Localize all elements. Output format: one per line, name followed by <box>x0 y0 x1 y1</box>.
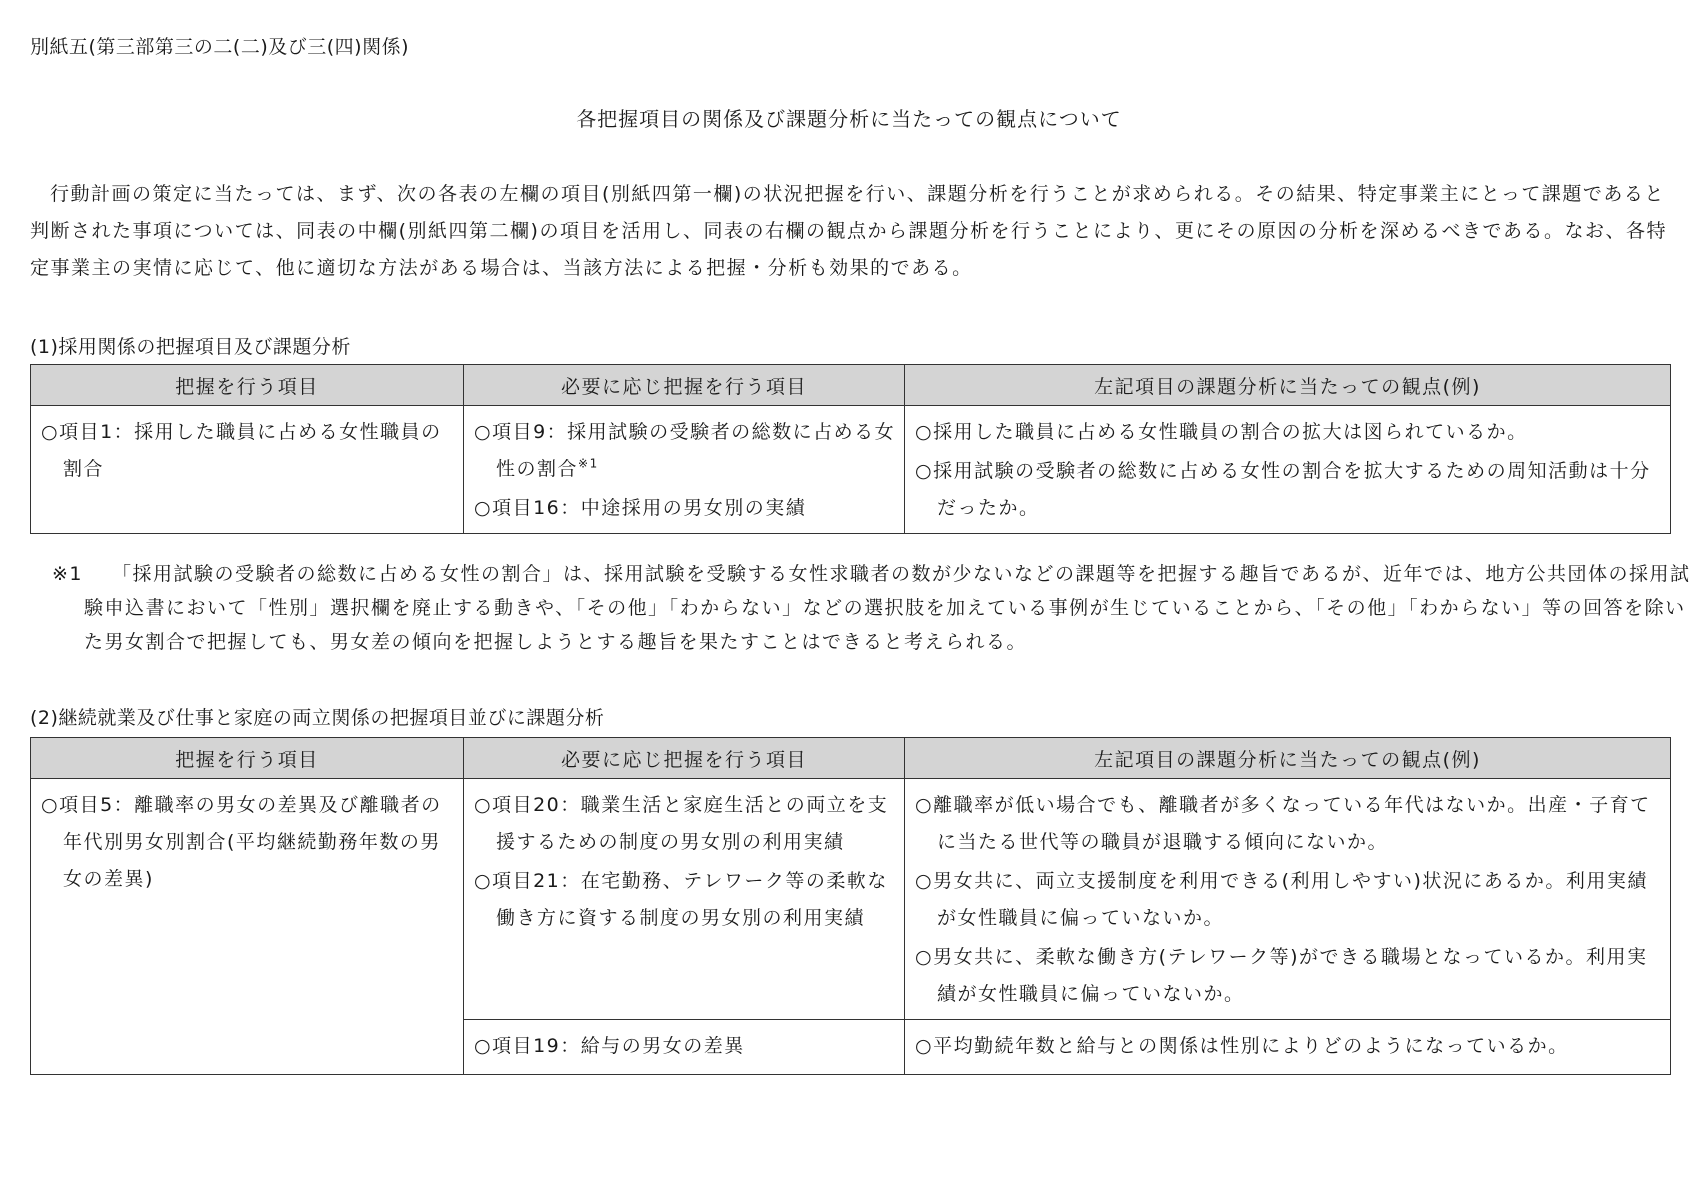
cell-required-items <box>31 779 464 1075</box>
footnote-mark: ※1 <box>578 456 599 471</box>
item-text: ○項目9：採用試験の受験者の総数に占める女性の割合 <box>474 421 896 480</box>
cell-viewpoints <box>905 406 1671 534</box>
list-item: ○項目5：離職率の男女の差異及び離職者の年代別男女別割合(平均継続勤務年数の男女の差異) <box>41 794 442 890</box>
list-item: ○項目21：在宅勤務、テレワーク等の柔軟な働き方に資する制度の男女別の利用実績 <box>474 870 888 929</box>
column-header-optional: 必要に応じ把握を行う項目 <box>464 738 905 779</box>
attachment-reference: 別紙五(第三部第三の二(二)及び三(四)関係) <box>30 36 409 58</box>
column-header-required: 把握を行う項目 <box>31 738 464 779</box>
column-header-viewpoints: 左記項目の課題分析に当たっての観点(例) <box>905 365 1671 406</box>
list-item <box>474 414 896 488</box>
cell-viewpoints <box>905 779 1671 1020</box>
column-header-required: 把握を行う項目 <box>31 365 464 406</box>
table-row <box>31 406 1671 534</box>
list-item: ○男女共に、両立支援制度を利用できる(利用しやすい)状況にあるか。利用実績が女性職員に偏っていないか。 <box>915 870 1648 929</box>
list-item: ○項目20：職業生活と家庭生活との両立を支援するための制度の男女別の利用実績 <box>474 794 889 853</box>
section-1-table <box>30 364 1671 534</box>
document-title: 各把握項目の関係及び課題分析に当たっての観点について <box>576 107 1122 131</box>
cell-optional-items <box>464 779 905 1020</box>
intro-paragraph: 行動計画の策定に当たっては、まず、次の各表の左欄の項目(別紙四第一欄)の状況把握を行い、課題分析を行うことが求められる。その結果、特定事業主にとって課題であると判断された事項については、同表の中欄(別紙四第二欄)の項目を活用し、同表の右欄の観点から課題分析を行うことにより、更にその原因の分析を深めるべきである。なお、各特定事業主の実情に応じて、他に適切な方法がある場合は、当該方法による把握・分析も効果的である。 <box>30 183 1667 279</box>
footnote-text: 「採用試験の受験者の総数に占める女性の割合」は、採用試験を受験する女性求職者の数が少ないなどの課題等を把握する趣旨であるが、近年では、地方公共団体の採用試験申込書において「性別」選択欄を廃止する動きや、「その他」「わからない」などの選択肢を加えている事例が生じていることから、「その他」「わからない」等の回答を除いた男女割合で把握しても、男女差の傾向を把握しようとする趣旨を果たすことはできると考えられる。 <box>84 563 1691 653</box>
section-2-title: (2)継続就業及び仕事と家庭の両立関係の把握項目並びに課題分析 <box>30 707 605 729</box>
footnote <box>52 557 1695 659</box>
footnote-mark: ※1 <box>52 563 84 585</box>
cell-viewpoints <box>905 1020 1671 1075</box>
list-item: ○項目19：給与の男女の差異 <box>474 1035 745 1057</box>
table-header-row <box>31 738 1671 779</box>
list-item: ○平均勤続年数と給与との関係は性別によりどのようになっているか。 <box>915 1035 1569 1057</box>
table-row <box>31 779 1671 1020</box>
column-header-viewpoints: 左記項目の課題分析に当たっての観点(例) <box>905 738 1671 779</box>
cell-optional-items <box>464 1020 905 1075</box>
list-item: ○項目16：中途採用の男女別の実績 <box>474 497 807 519</box>
cell-optional-items <box>464 406 905 534</box>
cell-required-items <box>31 406 464 534</box>
column-header-optional: 必要に応じ把握を行う項目 <box>464 365 905 406</box>
list-item: ○採用した職員に占める女性職員の割合の拡大は図られているか。 <box>915 421 1528 443</box>
list-item: ○離職率が低い場合でも、離職者が多くなっている年代はないか。出産・子育てに当たる世代等の職員が退職する傾向にないか。 <box>915 794 1651 853</box>
list-item: ○男女共に、柔軟な働き方(テレワーク等)ができる職場となっているか。利用実績が女性職員に偏っていないか。 <box>915 946 1648 1005</box>
section-1-title: (1)採用関係の把握項目及び課題分析 <box>30 336 351 358</box>
list-item: ○項目1：採用した職員に占める女性職員の割合 <box>41 421 442 480</box>
section-2-table <box>30 737 1671 1075</box>
table-header-row <box>31 365 1671 406</box>
list-item: ○採用試験の受験者の総数に占める女性の割合を拡大するための周知活動は十分だったか。 <box>915 460 1651 519</box>
